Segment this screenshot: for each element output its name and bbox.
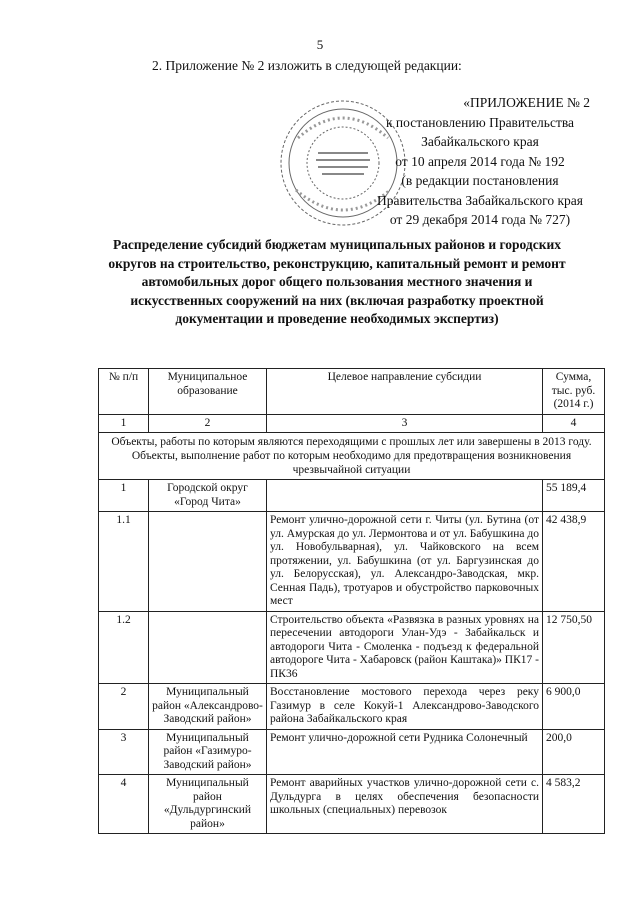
section-heading: Объекты, работы по которым являются переходящими с прошлых лет или завершены в 2013 году. Объекты, выполнение работ по которым необходимо для предотвращения возникновения чрезвычайной ситуации	[99, 433, 605, 480]
row-amount: 200,0	[543, 729, 605, 775]
table-row	[99, 480, 605, 512]
row-number: 2	[99, 684, 149, 730]
table-row	[99, 729, 605, 775]
row-number: 3	[99, 729, 149, 775]
row-amount: 42 438,9	[543, 512, 605, 612]
section-row	[99, 433, 605, 480]
approval-heading: «ПРИЛОЖЕНИЕ № 2	[463, 95, 590, 110]
row-purpose: Ремонт улично-дорожной сети Рудника Солонечный	[267, 729, 543, 775]
header-amount: Сумма, тыс. руб. (2014 г.)	[543, 369, 605, 415]
row-municipality: Муниципальный район «Дульдургинский район»	[149, 775, 267, 834]
row-number: 1.1	[99, 512, 149, 612]
approval-line: от 29 декабря 2014 года № 727)	[389, 212, 571, 227]
row-amount: 55 189,4	[543, 480, 605, 512]
row-purpose: Ремонт улично-дорожной сети г. Читы (ул. Бутина (от ул. Амурская до ул. Лермонтова и от ул. Бабушкина до ул. Новобульварная), ул. Чайковского на всем протяжении, ул. Бабушкина (от ул. Баргузинская до ул. Белорусская), ул. Александро-Заводская, мкр. Сенная Падь), тротуаров и обустройство парковочных мест	[267, 512, 543, 612]
row-purpose: Строительство объекта «Развязка в разных уровнях на пересечении автодороги Улан-Удэ - Забайкальск и автодороги Чита - Смоленка - подъезд к федеральной автодороге Чита - Хабаровск (район Каштака)» ПК17 - ПК36	[267, 611, 543, 684]
row-amount: 12 750,50	[543, 611, 605, 684]
document-title: Распределение субсидий бюджетам муниципальных районов и городских округов на строительство, реконструкцию, капитальный ремонт и ремонт автомобильных дорог общего пользования местного значения и искусственных сооружений на них (включая разработку проектной документации и проведение необходимых экспертиз)	[108, 237, 566, 326]
amendment-intro: 2. Приложение № 2 изложить в следующей редакции:	[152, 58, 462, 73]
approval-line: к постановлению Правительства	[385, 114, 575, 130]
row-number: 4	[99, 775, 149, 834]
table-row	[99, 512, 605, 612]
table-header-row	[99, 369, 605, 415]
row-amount: 6 900,0	[543, 684, 605, 730]
table-row	[99, 775, 605, 834]
row-purpose: Восстановление мостового перехода через реку Газимур в селе Кокуй-1 Александрово-Заводского района Забайкальского края	[267, 684, 543, 730]
row-municipality: Муниципальный район «Газимуро-Заводский район»	[149, 729, 267, 775]
row-municipality	[149, 611, 267, 684]
column-number: 4	[543, 414, 605, 433]
page-number: 5	[316, 37, 324, 52]
row-municipality: Муниципальный район «Александрово-Заводский район»	[149, 684, 267, 730]
column-number: 1	[99, 414, 149, 433]
approval-line: Правительства Забайкальского края	[377, 192, 583, 208]
subsidy-table	[98, 368, 605, 834]
row-municipality: Городской округ «Город Чита»	[149, 480, 267, 512]
approval-line: (в редакции постановления	[401, 173, 559, 188]
header-municipality: Муниципальное образование	[149, 369, 267, 415]
row-municipality	[149, 512, 267, 612]
row-purpose: Ремонт аварийных участков улично-дорожной сети с. Дульдурга в целях обеспечения безопасности школьных (специальных) перевозок	[267, 775, 543, 834]
approval-line: Забайкальского края	[421, 134, 539, 149]
table-row	[99, 684, 605, 730]
column-number-row	[99, 414, 605, 433]
header-number: № п/п	[99, 369, 149, 415]
table-row	[99, 611, 605, 684]
column-number: 2	[149, 414, 267, 433]
row-number: 1.2	[99, 611, 149, 684]
approval-line: от 10 апреля 2014 года № 192	[395, 153, 565, 169]
row-number: 1	[99, 480, 149, 512]
row-purpose	[267, 480, 543, 512]
header-purpose: Целевое направление субсидии	[267, 369, 543, 415]
row-amount: 4 583,2	[543, 775, 605, 834]
column-number: 3	[267, 414, 543, 433]
approval-block	[360, 93, 600, 230]
